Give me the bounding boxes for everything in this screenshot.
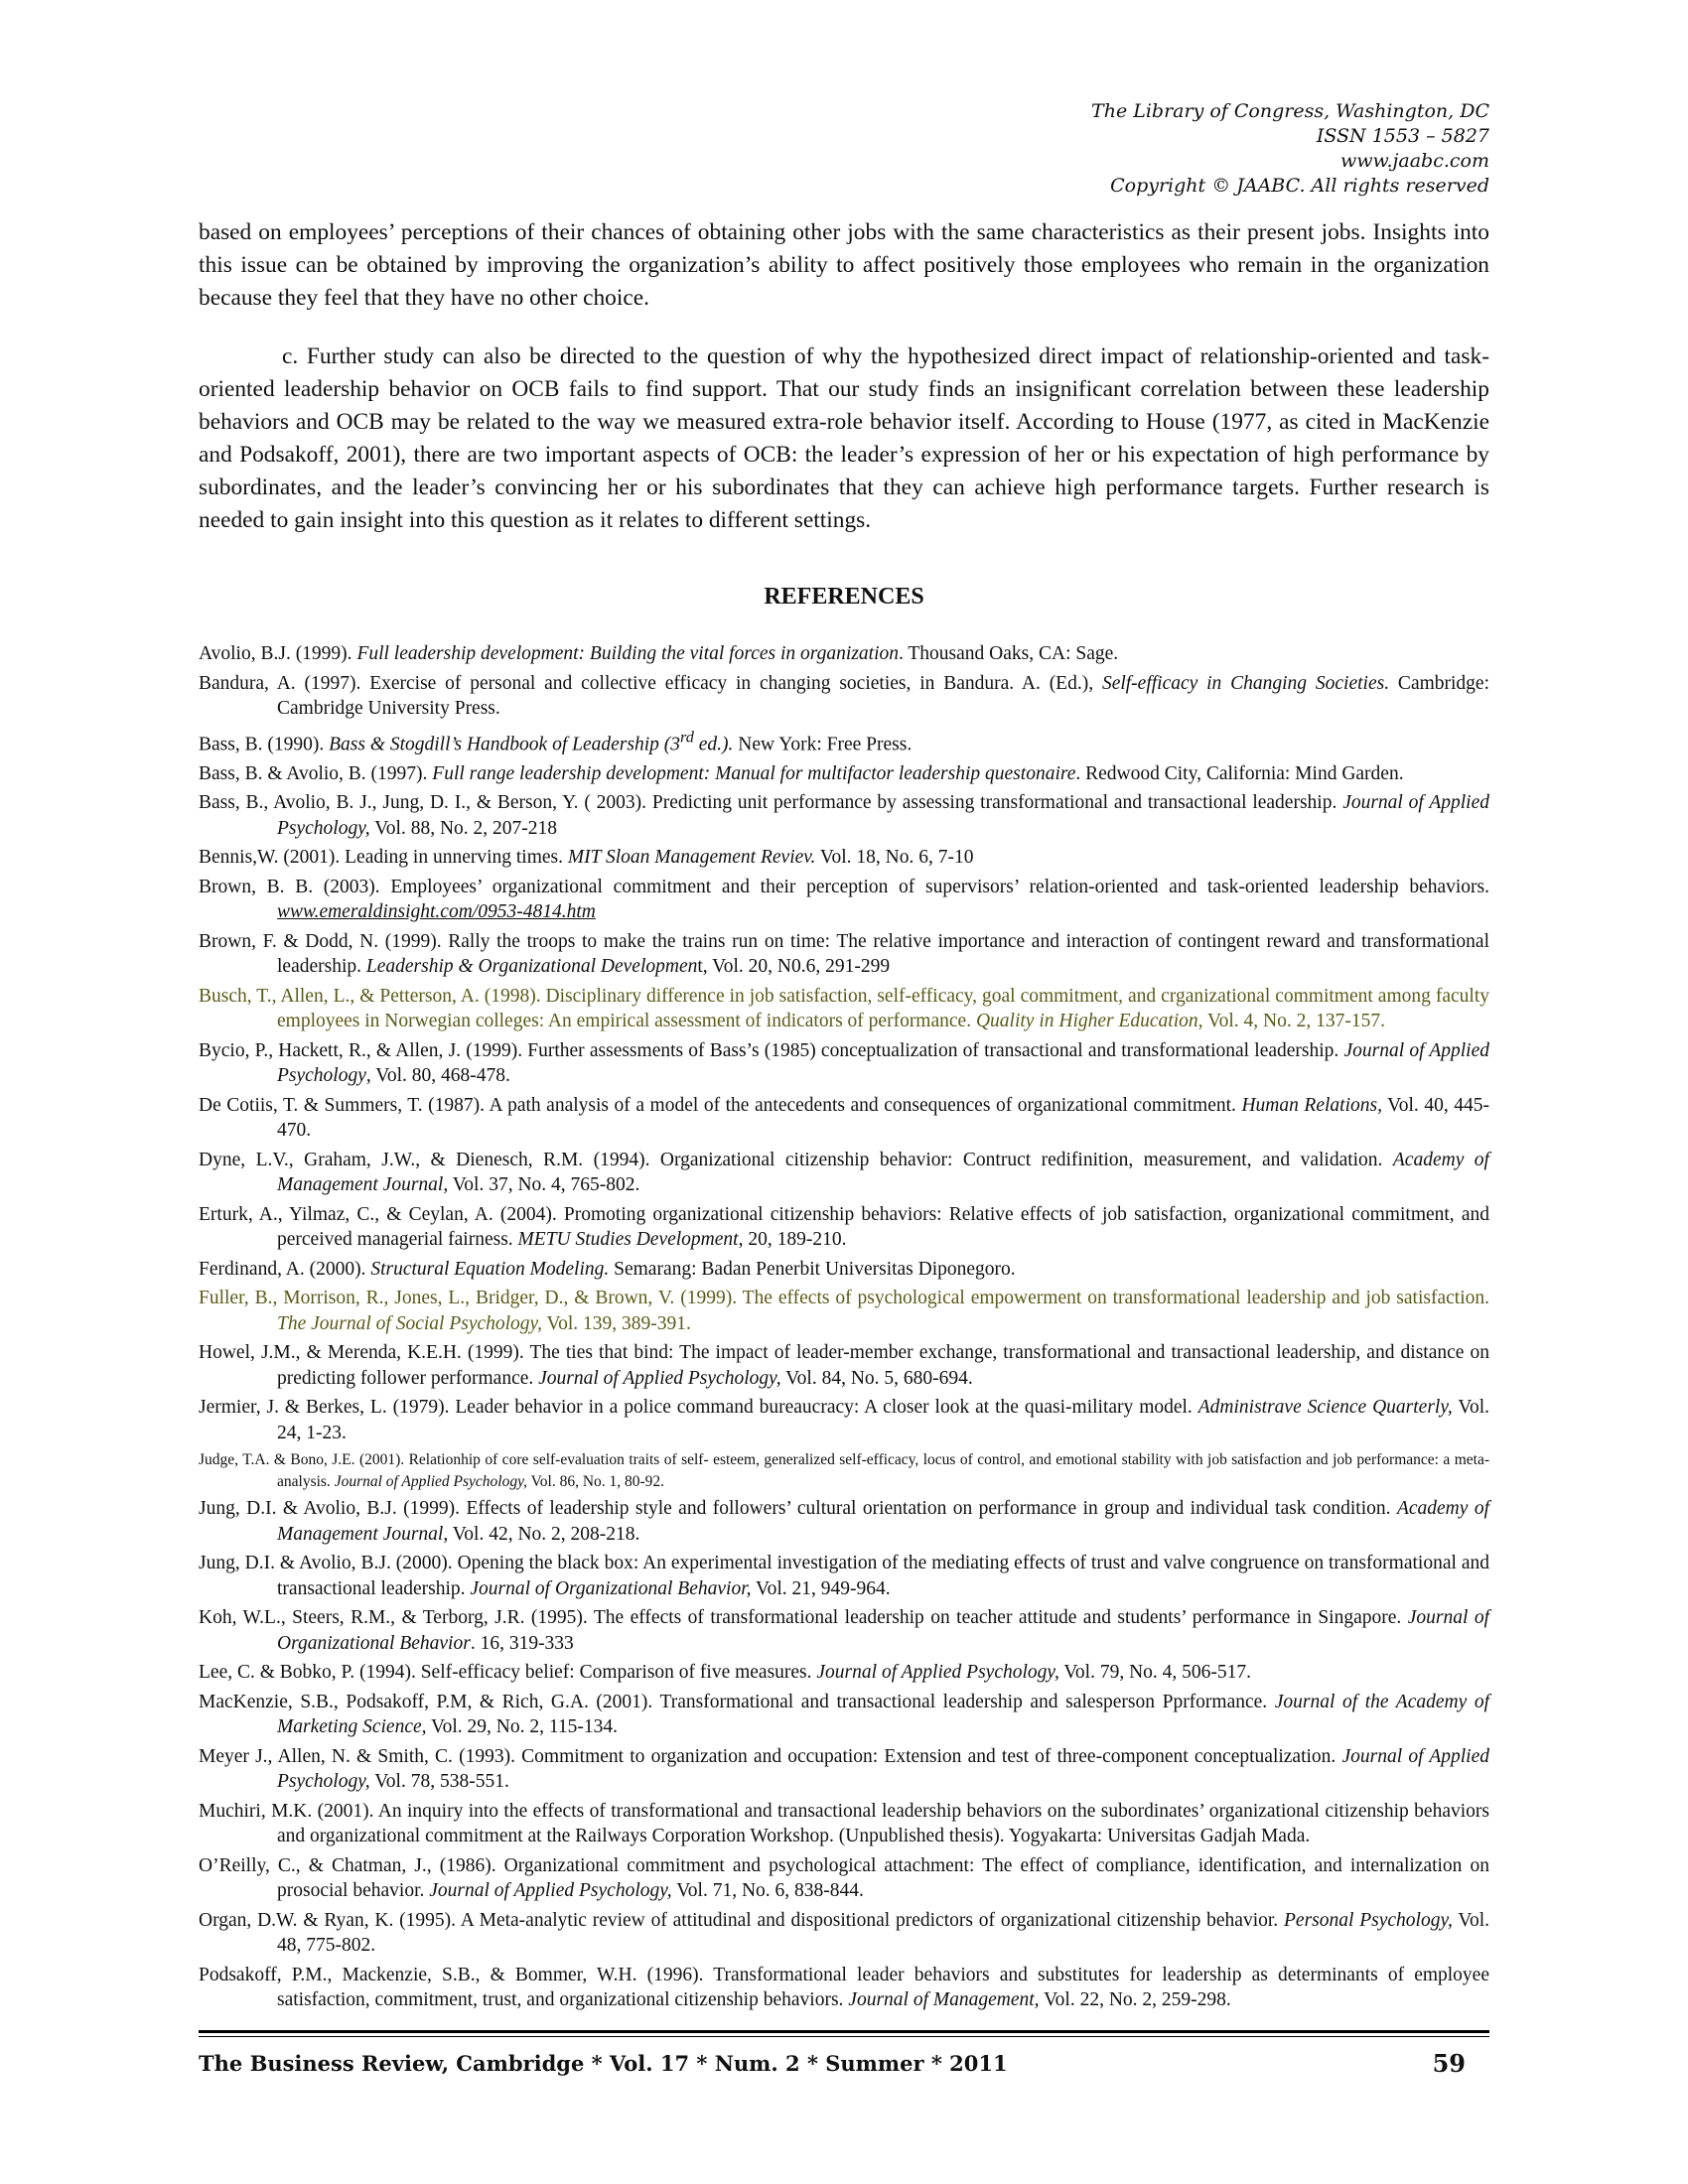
reference-text: Vol. 88, No. 2, 207-218 (369, 817, 558, 839)
reference-item (199, 1496, 1489, 1547)
reference-source: Self-efficacy in Changing Societies. (1101, 672, 1390, 694)
reference-text: Vol. 29, No. 2, 115-134. (426, 1716, 619, 1737)
reference-text: Vol. 86, No. 1, 80-92. (526, 1472, 665, 1490)
reference-text: . 16, 319-333 (470, 1632, 574, 1654)
reference-item (199, 845, 1489, 871)
reference-text: Busch, T., Allen, L., & Petterson, A. (1998). Disciplinary difference in job satisfaction, self-efficacy, goal commitment, and crganizational commitment among faculty employees in Norwegian colleges: An empirical assessment of indicators of performance. (199, 985, 1489, 1031)
reference-text: Bycio, P., Hackett, R., & Allen, J. (1999). Further assessments of Bass’s (1985) conceptualization of transactional and transformational leadership. (199, 1039, 1344, 1061)
reference-item (199, 726, 1489, 757)
reference-text: Vol. 21, 949-964. (751, 1577, 891, 1599)
reference-source: Journal of Applied Psychology, (816, 1662, 1059, 1683)
reference-text: Howel, J.M., & Merenda, K.E.H. (1999). The ties that bind: The impact of leader-member exchange, transformational and transactional leadership, and distance on predicting follower performance. (199, 1342, 1489, 1389)
reference-item (199, 761, 1489, 787)
body-text (199, 216, 1489, 537)
reference-text: Vol. 48, 775-802. (277, 1909, 1490, 1956)
reference-item (199, 929, 1489, 980)
reference-text: . Thousand Oaks, CA: Sage. (899, 643, 1119, 664)
reference-text: Vol. 84, No. 5, 680-694. (780, 1367, 973, 1389)
reference-source: Bass & Stogdill’s Handbook of Leadership (3 (329, 734, 680, 754)
reference-item (199, 1202, 1489, 1253)
reference-text: MacKenzie, S.B., Podsakoff, P.M, & Rich, G.A. (2001). Transformational and transactional leadership and salesperson Pprformance. (199, 1691, 1275, 1712)
reference-item (199, 1660, 1489, 1686)
reference-source: Academy of Management Journal (277, 1498, 1489, 1545)
reference-source-sup (680, 728, 694, 754)
reference-item (199, 1799, 1489, 1849)
reference-text: Cambridge: Cambridge University Press. (277, 672, 1489, 719)
reference-item (199, 1963, 1489, 2013)
reference-text: Bennis,W. (2001). Leading in unnerving times. (199, 847, 568, 868)
footer-rule-thick (199, 2030, 1489, 2033)
reference-item (199, 1257, 1489, 1283)
reference-text: Vol. 71, No. 6, 838-844. (671, 1880, 864, 1901)
reference-source: Journal of Applied Psychology, (334, 1472, 527, 1490)
reference-source: Journal of Applied Psychology, (277, 1745, 1489, 1792)
reference-item (199, 1449, 1489, 1492)
reference-item (199, 1038, 1489, 1089)
reference-text: Dyne, L.V., Graham, J.W., & Dienesch, R.M. (1994). Organizational citizenship behavior: Contruct redifinition, measurement, and validation. (199, 1149, 1393, 1170)
reference-item (199, 1605, 1489, 1656)
reference-text: Vol. 24, 1-23. (277, 1397, 1489, 1443)
reference-source: Structural Equation Modeling. (370, 1258, 610, 1280)
reference-item (199, 1690, 1489, 1740)
reference-item (199, 641, 1489, 667)
reference-item (199, 1286, 1489, 1336)
reference-source: Academy of Management Journal, (277, 1149, 1489, 1195)
reference-item (199, 1744, 1489, 1795)
footer-rule-thin (199, 2036, 1489, 2037)
reference-text: De Cotiis, T. & Summers, T. (1987). A path analysis of a model of the antecedents and consequences of organizational commitment. (199, 1094, 1242, 1116)
reference-text: Vol. 22, No. 2, 259-298. (1039, 1989, 1231, 2010)
reference-item (199, 790, 1489, 841)
reference-source: Personal Psychology, (1284, 1909, 1453, 1931)
reference-text: Vol. 37, No. 4, 765-802. (448, 1174, 640, 1195)
reference-text: Bandura, A. (1997). Exercise of personal and collective efficacy in changing societies, in Bandura. A. (Ed.), (199, 672, 1102, 694)
reference-item (199, 1093, 1489, 1144)
reference-text: Fuller, B., Morrison, R., Jones, L., Bridger, D., & Brown, V. (1999). The effects of psychological empowerment on transformational leadership and job satisfaction. (199, 1288, 1489, 1308)
reference-text: Judge, T.A. & Bono, J.E. (2001). Relationhip of core self-evaluation traits of self- esteem, generalized self-efficacy, locus of control, and emotional stability with job satisfaction and job performance: a meta-analysis. (199, 1451, 1489, 1490)
reference-text: Semarang: Badan Penerbit Universitas Diponegoro. (609, 1258, 1016, 1280)
reference-text: Bass, B., Avolio, B. J., Jung, D. I., & Berson, Y. ( 2003). Predicting unit performance by assessing transformational and transactional leadership. (199, 792, 1343, 813)
reference-item (199, 875, 1489, 925)
reference-text: Jermier, J. & Berkes, L. (1979). Leader behavior in a police command bureaucracy: A closer look at the quasi-military model. (199, 1397, 1198, 1418)
reference-item (199, 1908, 1489, 1959)
reference-source: Journal of Organizational Behavior, (470, 1577, 752, 1599)
reference-link[interactable]: www.emeraldinsight.com/0953-4814.htm (277, 901, 596, 922)
page-number: 59 (1432, 2049, 1466, 2078)
reference-source: Leadership & Organizational Developmen (365, 956, 698, 977)
reference-source: Full range leadership development: Manual for multifactor leadership questonaire (432, 762, 1076, 784)
reference-source: Journal of Management, (848, 1989, 1040, 2010)
reference-text: Brown, B. B. (2003). Employees’ organizational commitment and their perception of supervisors’ relation-oriented and task-oriented leadership behaviors. (199, 876, 1489, 897)
reference-source: Journal of Applied Psychology, (277, 792, 1489, 839)
reference-text: t, Vol. 20, N0.6, 291-299 (697, 956, 891, 977)
reference-text: Podsakoff, P.M., Mackenzie, S.B., & Bommer, W.H. (1996). Transformational leader behaviors and substitutes for leadership as determinants of employee satisfaction, commitment, trust, and organizational citizenship behaviors. (199, 1964, 1489, 2010)
reference-text: Vol. 4, No. 2, 137-157. (1202, 1011, 1385, 1031)
reference-source: Journal of Applied Psychology (277, 1039, 1489, 1086)
running-header (1091, 99, 1489, 199)
reference-text: Jung, D.I. & Avolio, B.J. (2000). Opening the black box: An experimental investigation of the mediating effects of trust and valve congruence on transformational and transactional leadership. (199, 1553, 1489, 1599)
reference-source: The Journal of Social Psychology, (277, 1312, 543, 1334)
reference-source: Journal of the Academy of Marketing Science, (277, 1691, 1489, 1737)
reference-item (199, 1340, 1489, 1391)
reference-item (199, 1551, 1489, 1601)
reference-text: Organ, D.W. & Ryan, K. (1995). A Meta-analytic review of attitudinal and dispositional predictors of organizational citizenship behavior. (199, 1909, 1284, 1931)
reference-source: Full leadership development: Building the vital forces in organization (356, 643, 899, 664)
reference-item (199, 1148, 1489, 1198)
reference-text: Bass, B. & Avolio, B. (1997). (199, 762, 433, 784)
reference-source: ed.). (693, 734, 734, 754)
reference-source: Journal of Organizational Behavior (277, 1607, 1489, 1654)
reference-text: , Vol. 42, No. 2, 208-218. (443, 1523, 640, 1545)
reference-item (199, 984, 1489, 1034)
reference-source: Administrave Science Quarterly, (1197, 1397, 1453, 1418)
reference-text: Lee, C. & Bobko, P. (1994). Self-efficacy belief: Comparison of five measures. (199, 1662, 817, 1683)
reference-text: Avolio, B.J. (1999). (199, 643, 357, 664)
reference-text: New York: Free Press. (733, 734, 913, 754)
reference-source: Journal of Applied Psychology, (429, 1880, 672, 1901)
reference-source: METU Studies Development (517, 1229, 739, 1250)
reference-text: Brown, F. & Dodd, N. (1999). Rally the troops to make the trains run on time: The relative importance and interaction of contingent reward and transformational leadership. (199, 930, 1489, 977)
reference-text: Vol. 78, 538-551. (369, 1771, 509, 1792)
reference-text: , Vol. 80, 468-478. (365, 1065, 510, 1086)
paragraph-2: c. Further study can also be directed to the question of why the hypothesized direct impact of relationship-oriented and task-oriented leadership behavior on OCB fails to find support. That our study finds an insignificant correlation between these leadership behaviors and OCB may be related to the way we measured extra-role behavior itself. According to House (1977, as cited in MacKenzie and Podsakoff, 2001), there are two important aspects of OCB: the leader’s expression of her or his expectation of high performance by subordinates, and the leader’s convincing her or his subordinates that they can achieve high performance targets. Further research is needed to gain insight into this question as it relates to different settings. (199, 343, 1489, 533)
reference-text: Vol. 40, 445-470. (277, 1094, 1489, 1141)
reference-source: Human Relations, (1241, 1094, 1382, 1116)
reference-text: Muchiri, M.K. (2001). An inquiry into the effects of transformational and transactional leadership behaviors on the subordinates’ organizational citizenship behaviors and organizational commitment at the Railways Corporation Workshop. (Unpublished thesis). Yogyakarta: Universitas Gadjah Mada. (199, 1800, 1489, 1846)
footer-journal: The Business Review, Cambridge * Vol. 17 * Num. 2 * Summer * 2011 (199, 2051, 1008, 2076)
header-line-4: Copyright © JAABC. All rights reserved (1110, 175, 1489, 197)
reference-source: Quality in Higher Education, (975, 1011, 1203, 1031)
header-line-3: www.jaabc.com (1339, 150, 1489, 172)
paragraph-1: based on employees’ perceptions of their chances of obtaining other jobs with the same characteristics as their present jobs. Insights into this issue can be obtained by improving the organization’s ability to affect positively those employees who remain in the organization because they feel that they have no other choice. (199, 219, 1489, 311)
reference-text: Vol. 79, No. 4, 506-517. (1058, 1662, 1252, 1683)
reference-item (199, 671, 1489, 722)
reference-text: Vol. 18, No. 6, 7-10 (815, 847, 974, 868)
reference-text: O’Reilly, C., & Chatman, J., (1986). Organizational commitment and psychological attachment: The effect of compliance, identification, and internalization on prosocial behavior. (199, 1854, 1489, 1901)
reference-text: . Redwood City, California: Mind Garden. (1075, 762, 1404, 784)
reference-text: , 20, 189-210. (738, 1229, 847, 1250)
reference-text: Erturk, A., Yilmaz, C., & Ceylan, A. (2004). Promoting organizational citizenship behaviors: Relative effects of job satisfaction, organizational commitment, and perceived managerial fairness. (199, 1203, 1489, 1250)
references-heading: REFERENCES (764, 584, 924, 610)
reference-source: MIT Sloan Management Reviev. (567, 847, 816, 868)
reference-text: Ferdinand, A. (2000). (199, 1258, 371, 1280)
reference-text: Meyer J., Allen, N. & Smith, C. (1993). Commitment to organization and occupation: Extension and test of three-component conceptualization. (199, 1745, 1342, 1767)
reference-superscript: rd (680, 728, 694, 747)
reference-text: Vol. 139, 389-391. (542, 1312, 691, 1334)
reference-text: Jung, D.I. & Avolio, B.J. (1999). Effects of leadership style and followers’ cultural orientation on performance in group and individual task condition. (199, 1498, 1397, 1519)
reference-text: Koh, W.L., Steers, R.M., & Terborg, J.R. (1995). The effects of transformational leadership on teacher attitude and students’ performance in Singapore. (199, 1607, 1408, 1628)
reference-item (199, 1395, 1489, 1445)
header-line-1: The Library of Congress, Washington, DC (1091, 100, 1489, 122)
reference-list (199, 641, 1489, 2013)
reference-text: Bass, B. (1990). (199, 734, 330, 754)
reference-item (199, 1853, 1489, 1904)
reference-source: Journal of Applied Psychology, (538, 1367, 781, 1389)
header-line-2: ISSN 1553 – 5827 (1316, 125, 1489, 147)
